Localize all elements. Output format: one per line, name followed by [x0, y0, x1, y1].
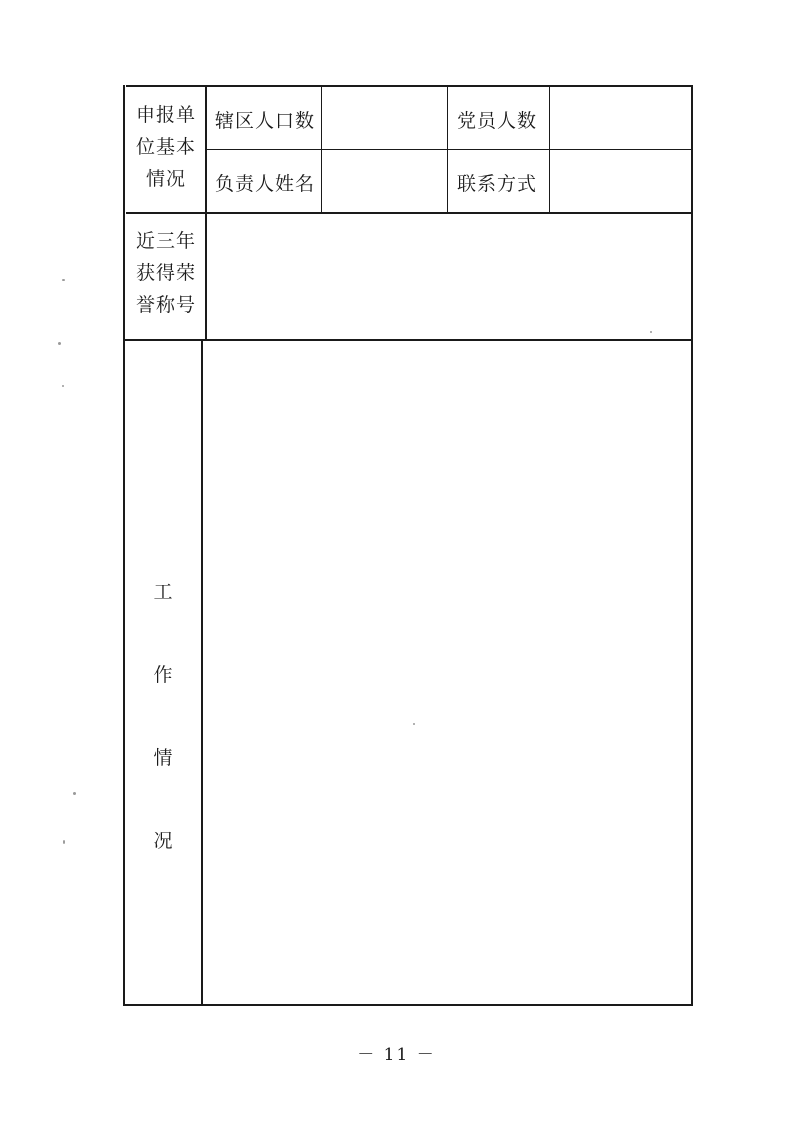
- table-border-right: [691, 85, 693, 1006]
- party-members-label: 党员人数: [457, 110, 538, 132]
- scan-speck: [62, 279, 65, 281]
- work-situation-label-char: 工: [153, 581, 173, 603]
- honors-label-line: 获得荣: [135, 262, 196, 284]
- honors-label-line: 近三年: [135, 230, 196, 252]
- honors-label: [127, 225, 205, 321]
- basic-info-label-line: 位基本: [135, 136, 196, 158]
- col-divider-1: [321, 85, 322, 213]
- work-situation-label-char: 情: [153, 747, 173, 769]
- work-situation-field[interactable]: [203, 341, 690, 1003]
- table-border-bottom: [123, 1004, 693, 1006]
- basic-info-label-line: 情况: [145, 168, 186, 190]
- scan-speck: [73, 792, 76, 795]
- page-number: － 11 －: [357, 1045, 436, 1065]
- honors-label-line: 誉称号: [135, 294, 196, 316]
- party-members-field[interactable]: [551, 87, 690, 148]
- population-field[interactable]: [323, 87, 446, 148]
- leader-name-label: 负责人姓名: [215, 173, 316, 195]
- work-situation-label-char: 作: [153, 664, 173, 686]
- application-form-table: [123, 85, 693, 1006]
- contact-field[interactable]: [551, 151, 690, 211]
- row-divider-basic-inner: [205, 149, 693, 150]
- work-situation-label-char: 况: [153, 830, 173, 852]
- honors-field[interactable]: [207, 214, 690, 338]
- leader-name-field[interactable]: [323, 151, 446, 211]
- basic-info-label: [127, 99, 205, 195]
- scan-speck: [62, 385, 64, 387]
- col-divider-2: [447, 85, 448, 213]
- population-label: 辖区人口数: [215, 110, 316, 132]
- scan-speck: [63, 840, 65, 844]
- work-situation-label: [123, 581, 203, 913]
- col-divider-3: [549, 85, 550, 213]
- scan-speck: [58, 342, 61, 345]
- basic-info-label-line: 申报单: [135, 104, 196, 126]
- contact-label: 联系方式: [457, 173, 538, 195]
